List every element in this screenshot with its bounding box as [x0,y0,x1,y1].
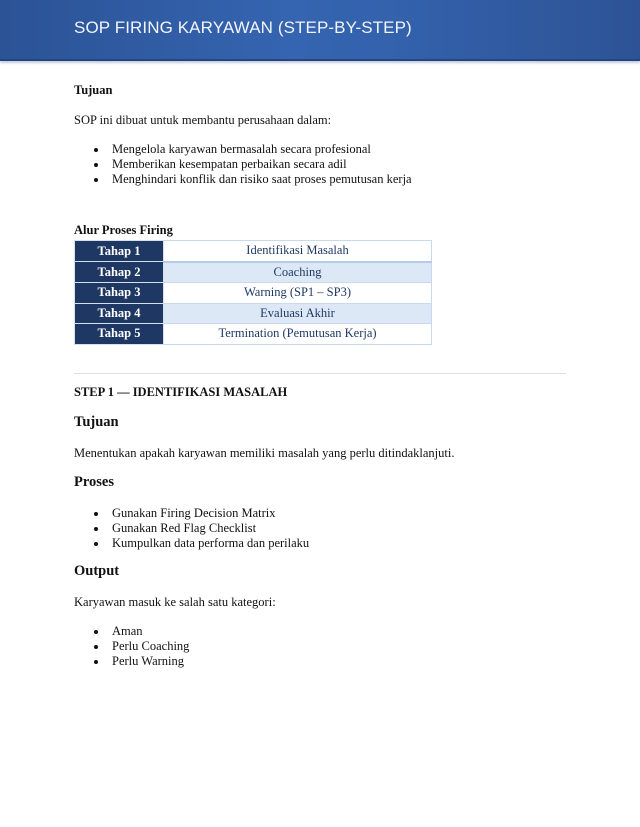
intro-heading: Tujuan [74,83,113,97]
list-item: Perlu Coaching [74,639,189,654]
list-item: Perlu Warning [74,654,189,669]
document-title: SOP FIRING KARYAWAN (STEP-BY-STEP) [74,18,412,37]
list-item: Gunakan Red Flag Checklist [74,521,309,536]
list-item: Gunakan Firing Decision Matrix [74,506,309,521]
description-cell: Evaluasi Akhir [164,303,432,324]
step1-output-list [74,624,189,668]
description-cell: Coaching [164,262,432,283]
intro-lead: SOP ini dibuat untuk membantu perusahaan dalam: [74,113,332,127]
list-item: Menghindari konflik dan risiko saat proses pemutusan kerja [74,172,412,187]
intro-bullet-list [74,142,412,186]
description-cell: Termination (Pemutusan Kerja) [164,324,432,345]
list-item: Kumpulkan data performa dan perilaku [74,536,309,551]
list-item: Mengelola karyawan bermasalah secara profesional [74,142,412,157]
table-row [75,262,432,283]
stage-cell: Tahap 3 [75,283,164,304]
step1-output-lead: Karyawan masuk ke salah satu kategori: [74,595,276,609]
description-cell: Warning (SP1 – SP3) [164,283,432,304]
step1-output-heading: Output [74,563,120,579]
description-cell: Identifikasi Masalah [164,241,432,262]
list-item: Aman [74,624,189,639]
section-divider [74,373,566,374]
step1-tujuan-text: Menentukan apakah karyawan memiliki masalah yang perlu ditindaklanjuti. [74,446,455,460]
flow-table [74,240,432,345]
stage-cell: Tahap 1 [75,241,164,262]
step1-proses-heading: Proses [74,474,115,490]
stage-cell: Tahap 5 [75,324,164,345]
table-row [75,241,432,262]
list-item: Memberikan kesempatan perbaikan secara adil [74,157,412,172]
flow-heading: Alur Proses Firing [74,223,173,237]
stage-cell: Tahap 2 [75,262,164,283]
table-row [75,324,432,345]
step1-tujuan-heading: Tujuan [74,414,119,430]
document-header-banner [0,0,640,61]
step1-proses-list [74,506,309,550]
stage-cell: Tahap 4 [75,303,164,324]
table-row [75,283,432,304]
step1-title: STEP 1 — IDENTIFIKASI MASALAH [74,385,288,399]
table-row [75,303,432,324]
